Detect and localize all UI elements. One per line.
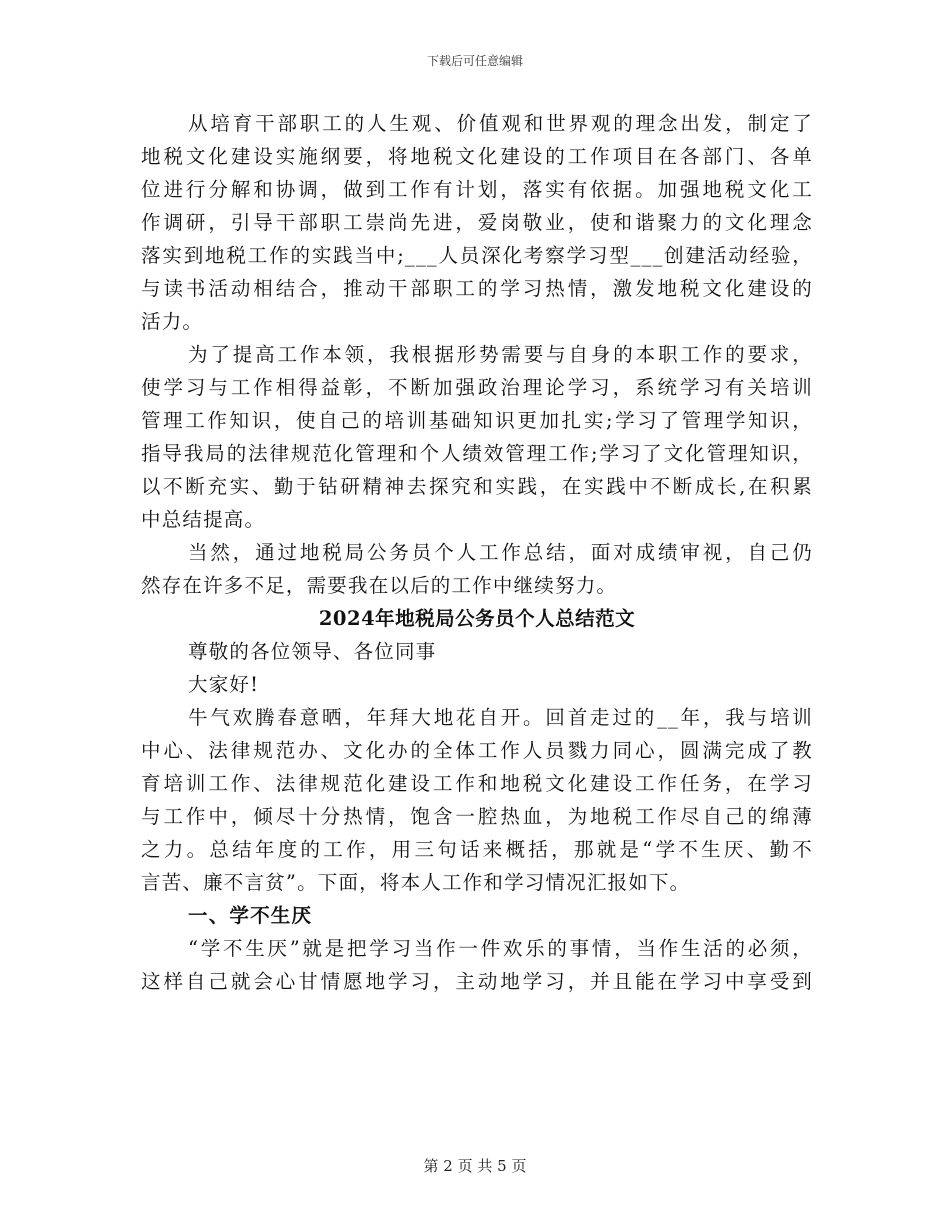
subsection-heading: 一、学不生厌 <box>188 904 313 927</box>
document-body <box>141 107 813 998</box>
body-line: 使学习与工作相得益彰，不断加强政治理论学习，系统学习有关培训 <box>141 376 813 399</box>
body-line: 以不断充实、勤于钻研精神去探究和实践，在实践中不断成长,在积累 <box>141 475 813 498</box>
body-line: 为了提高工作本领，我根据形势需要与自身的本职工作的要求， <box>188 343 813 366</box>
body-line: 位进行分解和协调，做到工作有计划，落实有依据。加强地税文化工 <box>141 178 813 201</box>
greeting: 大家好! <box>188 673 260 696</box>
body-line: 牛气欢腾春意晒，年拜大地花自开。回首走过的__年，我与培训 <box>188 706 813 729</box>
body-line: 管理工作知识，使自己的培训基础知识更加扎实;学习了管理学知识， <box>141 409 813 432</box>
body-line: 育培训工作、法律规范化建设工作和地税文化建设工作任务，在学习 <box>141 772 813 795</box>
page-footer: 第 2 页 共 5 页 <box>423 1157 527 1175</box>
body-line: 与工作中，倾尽十分热情，饱含一腔热血，为地税工作尽自己的绵薄 <box>141 805 813 828</box>
body-line: 与读书活动相结合，推动干部职工的学习热情，激发地税文化建设的 <box>141 277 813 300</box>
body-line: 活力。 <box>141 310 204 333</box>
body-line: 当然，通过地税局公务员个人工作总结，面对成绩审视，自己仍 <box>188 541 813 564</box>
body-line: 从培育干部职工的人生观、价值观和世界观的理念出发，制定了 <box>188 112 813 135</box>
body-line: 之力。总结年度的工作，用三句话来概括，那就是“学不生厌、勤不 <box>141 838 813 861</box>
salutation: 尊敬的各位领导、各位同事 <box>188 640 437 663</box>
body-line: 这样自己就会心甘情愿地学习，主动地学习，并且能在学习中享受到 <box>141 970 813 993</box>
body-line: 中心、法律规范办、文化办的全体工作人员戮力同心，圆满完成了教 <box>141 739 813 762</box>
body-line: 然存在许多不足，需要我在以后的工作中继续努力。 <box>141 574 618 597</box>
body-line: 落实到地税工作的实践当中;___人员深化考察学习型___创建活动经验， <box>141 244 813 267</box>
body-line: 指导我局的法律规范化管理和个人绩效管理工作;学习了文化管理知识， <box>141 442 813 465</box>
body-line: 中总结提高。 <box>141 508 266 531</box>
body-line: 言苦、廉不言贫”。下面，将本人工作和学习情况汇报如下。 <box>141 871 691 894</box>
body-line: 作调研，引导干部职工崇尚先进，爱岗敬业，使和谐聚力的文化理念 <box>141 211 813 234</box>
section-title: 2024年地税局公务员个人总结范文 <box>318 607 636 630</box>
body-line: 地税文化建设实施纲要，将地税文化建设的工作项目在各部门、各单 <box>141 145 813 168</box>
page-header: 下载后可任意编辑 <box>426 54 523 68</box>
body-line: “学不生厌”就是把学习当作一件欢乐的事情，当作生活的必须， <box>188 937 813 960</box>
